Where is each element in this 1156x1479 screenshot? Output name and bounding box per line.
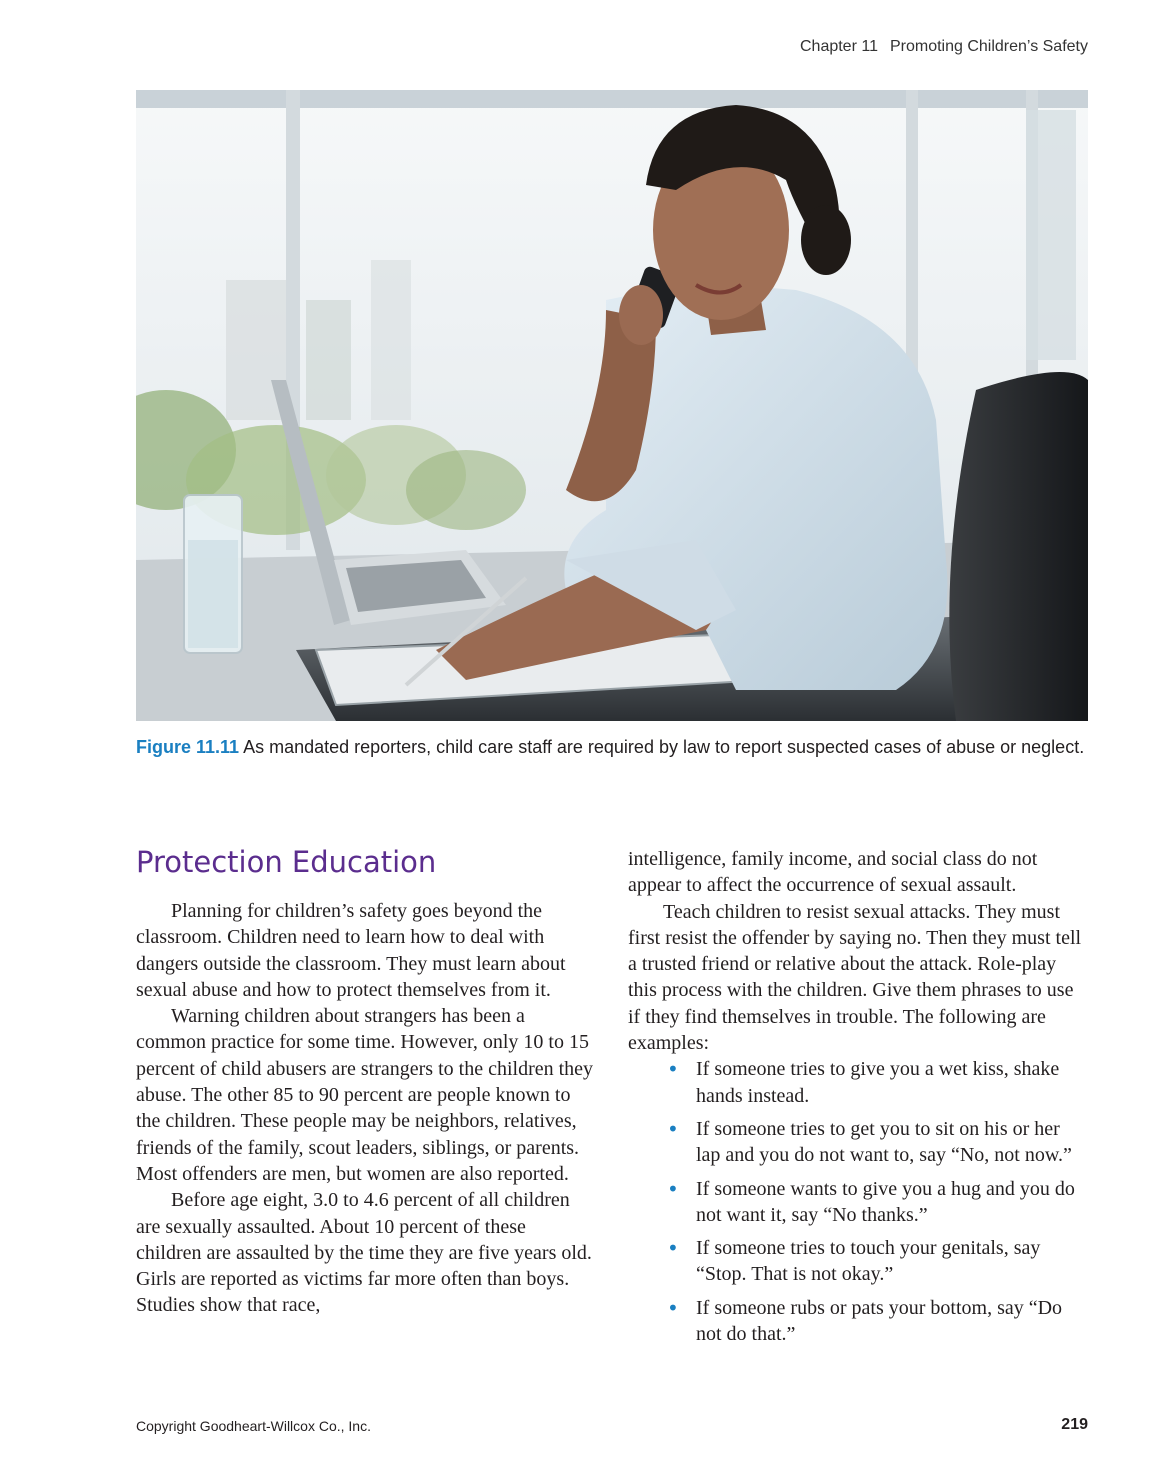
list-item (667, 1235, 1088, 1288)
right-column (628, 846, 1088, 1354)
list-item (667, 1116, 1088, 1169)
list-item-text: If someone tries to touch your genitals, say “Stop. That is not okay.” (696, 1237, 1041, 1286)
bullet-icon: • (667, 1057, 679, 1082)
bullet-icon: • (667, 1295, 679, 1320)
list-item-text: If someone wants to give you a hug and you do not want it, say “No thanks.” (696, 1177, 1075, 1226)
body-paragraph: Teach children to resist sexual attacks. They must first resist the offender by saying no. Then they must tell a trusted friend or relative about the attack. Role-play this process with the children. Give them phrases to use if they find themselves in trouble. The following are examples: (628, 900, 1082, 1055)
body-paragraph-continued: intelligence, family income, and social class do not appear to affect the occurrence of sexual assault. (628, 848, 1038, 897)
list-item (667, 1056, 1088, 1109)
bullet-icon: • (667, 1176, 679, 1201)
chapter-number: Chapter 11 (799, 38, 878, 55)
list-item (667, 1176, 1088, 1229)
body-paragraph: Planning for children’s safety goes beyond the classroom. Children need to learn how to deal with dangers outside the classroom. They must learn about sexual abuse and how to protect themselves from it. (136, 900, 566, 1001)
left-column (136, 842, 596, 1319)
copyright-notice: Copyright Goodheart-Willcox Co., Inc. (136, 1418, 371, 1434)
section-heading: Protection Education (136, 845, 437, 879)
figure-caption (136, 734, 1088, 760)
bullet-list (628, 1056, 1088, 1347)
list-item-text: If someone tries to get you to sit on his or her lap and you do not want to, say “No, not now.” (696, 1117, 1072, 1167)
page-number: 219 (1061, 1416, 1088, 1433)
body-paragraph: Warning children about strangers has been a common practice for some time. However, only 10 to 15 percent of child abusers are strangers to the children they abuse. The other 85 to 90 percent are people known to the children. These people may be neighbors, relatives, friends of the family, scout leaders, siblings, or parents. Most offenders are men, but women are also reported. (136, 1005, 594, 1185)
bullet-icon: • (667, 1116, 679, 1141)
figure-photo (136, 90, 1088, 721)
list-item (667, 1295, 1088, 1348)
running-head (800, 38, 1088, 56)
list-item-text: If someone rubs or pats your bottom, say “Do not do that.” (696, 1296, 1063, 1346)
list-item-text: If someone tries to give you a wet kiss, shake hands instead. (696, 1058, 1060, 1107)
figure-label: Figure 11.11 (136, 737, 240, 757)
figure-caption-text: As mandated reporters, child care staff are required by law to report suspected cases of abuse or neglect. (239, 737, 1085, 757)
chapter-title: Promoting Children’s Safety (889, 38, 1088, 55)
bullet-icon: • (667, 1236, 679, 1261)
body-paragraph: Before age eight, 3.0 to 4.6 percent of all children are sexually assaulted. About 10 percent of these children are assaulted by the time they are five years old. Girls are reported as victims far more often than boys. Studies show that race, (136, 1189, 592, 1317)
